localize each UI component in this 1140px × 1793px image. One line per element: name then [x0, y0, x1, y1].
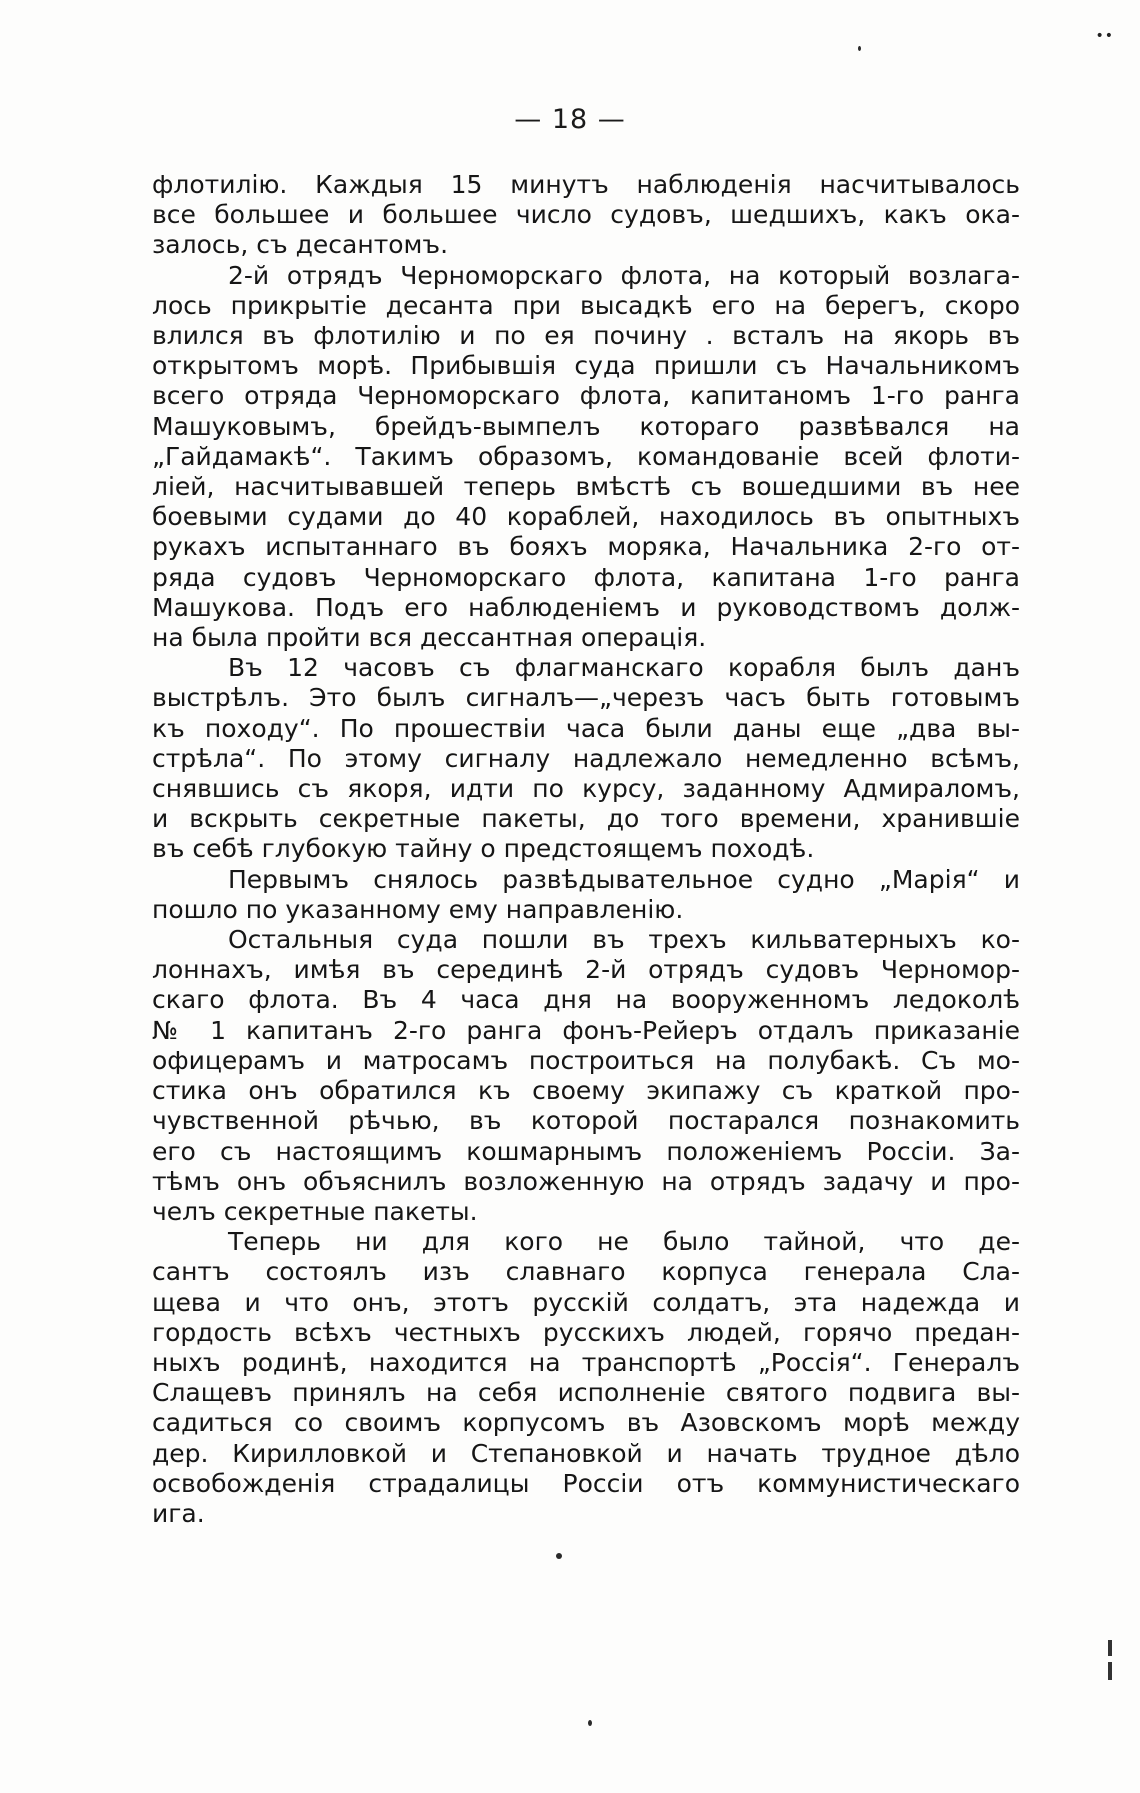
- text-line: пошло по указанному ему направленію.: [152, 894, 684, 924]
- text-line: 2-й отрядъ Черноморскаго флота, на который возлага-: [228, 260, 1020, 290]
- text-line: дер. Кирилловкой и Степановкой и начать трудное дѣло: [152, 1438, 1020, 1468]
- text-line: ныхъ родинѣ, находится на транспортѣ „Россія“. Генералъ: [152, 1347, 1020, 1377]
- text-line: лось прикрытіе десанта при высадкѣ его на берегъ, скоро: [152, 290, 1020, 320]
- text-line: его съ настоящимъ кошмарнымъ положеніемъ Россіи. За-: [152, 1136, 1020, 1166]
- text-line: № 1 капитанъ 2-го ранга фонъ-Рейеръ отдалъ приказаніе: [152, 1015, 1020, 1045]
- text-line: Въ 12 часовъ съ флагманскаго корабля былъ данъ: [228, 653, 1020, 683]
- text-line: офицерамъ и матросамъ построиться на полубакѣ. Съ мо-: [152, 1045, 1020, 1075]
- text-line: освобожденія страдалицы Россіи отъ коммунистическаго: [152, 1468, 1020, 1498]
- text-line: щева и что онъ, этотъ русскій солдатъ, эта надежда и: [152, 1287, 1020, 1317]
- paragraph: [152, 170, 1020, 261]
- text-line: скаго флота. Въ 4 часа дня на вооруженномъ ледоколѣ: [152, 985, 1020, 1015]
- text-line: Машуковымъ, брейдъ-вымпелъ котораго развѣвался на: [152, 411, 1020, 441]
- paragraph: [152, 261, 1020, 654]
- text-line: влился въ флотилію и по ея почину . всталъ на якорь въ: [152, 321, 1020, 351]
- text-line: Слащевъ принялъ на себя исполненіе святого подвига вы-: [152, 1378, 1020, 1408]
- text-line: Первымъ снялось развѣдывательное судно „Марія“ и: [228, 864, 1020, 894]
- text-line: ряда судовъ Черноморскаго флота, капитана 1-го ранга: [152, 562, 1020, 592]
- text-line: въ себѣ глубокую тайну о предстоящемъ походѣ.: [152, 834, 815, 864]
- text-line: боевыми судами до 40 кораблей, находилось въ опытныхъ: [152, 502, 1020, 532]
- text-line: Теперь ни для кого не было тайной, что де-: [228, 1227, 1020, 1257]
- text-line: къ походу“. По прошествіи часа были даны еще „два вы-: [152, 713, 1020, 743]
- print-speck: [858, 46, 861, 51]
- text-line: Машукова. Подъ его наблюденіемъ и руководствомъ долж-: [152, 592, 1020, 622]
- page-number: — 18 —: [514, 104, 626, 135]
- text-line: челъ секретные пакеты.: [152, 1196, 478, 1226]
- text-line: тѣмъ онъ объяснилъ возложенную на отрядъ задачу и про-: [152, 1166, 1020, 1196]
- paragraph: [152, 653, 1020, 864]
- text-line: ига.: [152, 1498, 205, 1528]
- corner-mark: ••: [1095, 28, 1114, 44]
- text-line: снявшись съ якоря, идти по курсу, заданному Адмираломъ,: [152, 774, 1020, 804]
- text-line: флотилію. Каждыя 15 минутъ наблюденія насчитывалось: [152, 170, 1020, 199]
- text-line: чувственной рѣчью, въ которой постарался познакомить: [152, 1106, 1020, 1136]
- text-line: сантъ состоялъ изъ славнаго корпуса генерала Сла-: [152, 1257, 1020, 1287]
- edge-mark: [1108, 1640, 1112, 1680]
- print-speck: [556, 1553, 562, 1559]
- body-text: [152, 170, 1020, 1529]
- text-line: ліей, насчитывавшей теперь вмѣстѣ съ вошедшими въ нее: [152, 472, 1020, 502]
- text-line: открытомъ морѣ. Прибывшія суда пришли съ Начальникомъ: [152, 351, 1020, 381]
- text-line: залось, съ десантомъ.: [152, 230, 449, 260]
- text-line: садиться со своимъ корпусомъ въ Азовскомъ морѣ между: [152, 1408, 1020, 1438]
- paragraph: [152, 925, 1020, 1227]
- text-line: рукахъ испытаннаго въ бояхъ моряка, Начальника 2-го от-: [152, 532, 1020, 562]
- text-line: „Гайдамакѣ“. Такимъ образомъ, командованіе всей флоти-: [152, 441, 1020, 471]
- print-speck: [588, 1720, 592, 1726]
- text-line: лоннахъ, имѣя въ серединѣ 2-й отрядъ судовъ Черномор-: [152, 955, 1020, 985]
- text-line: стрѣла“. По этому сигналу надлежало немедленно всѣмъ,: [152, 743, 1020, 773]
- text-line: все большее и большее число судовъ, шедшихъ, какъ ока-: [152, 200, 1020, 230]
- paragraph: [152, 865, 1020, 925]
- text-line: и вскрыть секретные пакеты, до того времени, хранившіе: [152, 804, 1020, 834]
- text-line: стика онъ обратился къ своему экипажу съ краткой про-: [152, 1076, 1020, 1106]
- text-line: всего отряда Черноморскаго флота, капитаномъ 1-го ранга: [152, 381, 1020, 411]
- text-line: выстрѣлъ. Это былъ сигналъ—„черезъ часъ быть готовымъ: [152, 683, 1020, 713]
- text-line: Остальныя суда пошли въ трехъ кильватерныхъ ко-: [228, 925, 1020, 955]
- text-line: гордость всѣхъ честныхъ русскихъ людей, горячо предан-: [152, 1317, 1020, 1347]
- text-line: на была пройти вся дессантная операція.: [152, 623, 707, 653]
- paragraph: [152, 1227, 1020, 1529]
